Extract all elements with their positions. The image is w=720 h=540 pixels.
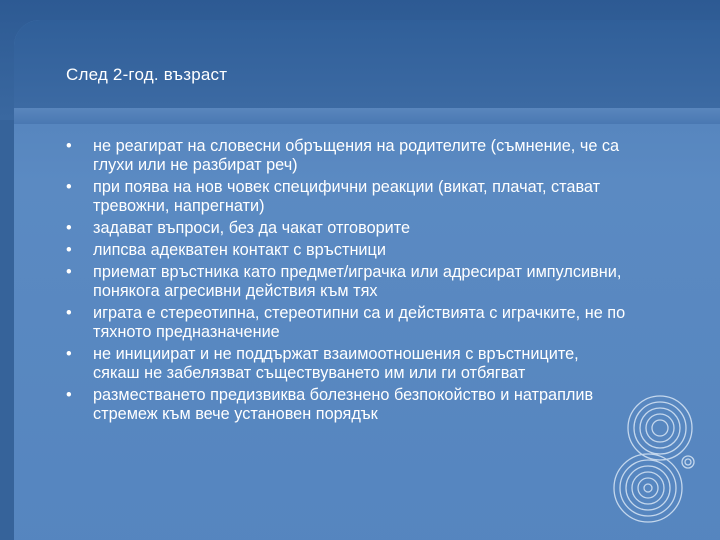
bullet-text: при поява на нов човек специфични реакции (викат, плачат, стават тревожни, напрегнати) bbox=[93, 178, 601, 215]
bullet-text: задават въпроси, без да чакат отговорите bbox=[93, 219, 411, 237]
bullet-item bbox=[66, 241, 626, 260]
bullet-item bbox=[66, 178, 626, 216]
bullet-text: липсва адекватен контакт с връстници bbox=[93, 241, 386, 259]
bullet-text: приемат връстника като предмет/играчка или адресират импулсивни, понякога агресивни действия към тях bbox=[93, 263, 622, 300]
slide-title: След 2-год. възраст bbox=[66, 65, 228, 84]
accent-band bbox=[14, 108, 720, 124]
bullet-marker: • bbox=[66, 345, 72, 363]
bullet-marker: • bbox=[66, 137, 72, 155]
bullet-item bbox=[66, 137, 626, 175]
bullet-text: не инициират и не поддържат взаимоотношения с връстниците, сякаш не забелязват съществуването им или ги отбягват bbox=[93, 345, 579, 382]
bullet-list bbox=[66, 137, 626, 427]
bullet-item bbox=[66, 263, 626, 301]
bullet-text: не реагират на словесни обръщения на родителите (съмнение, че са глухи или не разбират реч) bbox=[93, 137, 620, 174]
bullet-text: разместването предизвиква болезнено безпокойство и натраплив стремеж към вече установен порядък bbox=[93, 386, 594, 423]
bullet-item bbox=[66, 345, 626, 383]
bullet-marker: • bbox=[66, 241, 72, 259]
bullet-item bbox=[66, 386, 626, 424]
bullet-item bbox=[66, 304, 626, 342]
bullet-marker: • bbox=[66, 178, 72, 196]
concentric-circles-decoration bbox=[592, 380, 720, 540]
bullet-marker: • bbox=[66, 304, 72, 322]
bullet-marker: • bbox=[66, 386, 72, 404]
bullet-item bbox=[66, 219, 626, 238]
bullet-text: играта е стереотипна, стереотипни са и действията с играчките, не по тяхното предназначение bbox=[93, 304, 626, 341]
bullet-marker: • bbox=[66, 219, 72, 237]
bullet-marker: • bbox=[66, 263, 72, 281]
